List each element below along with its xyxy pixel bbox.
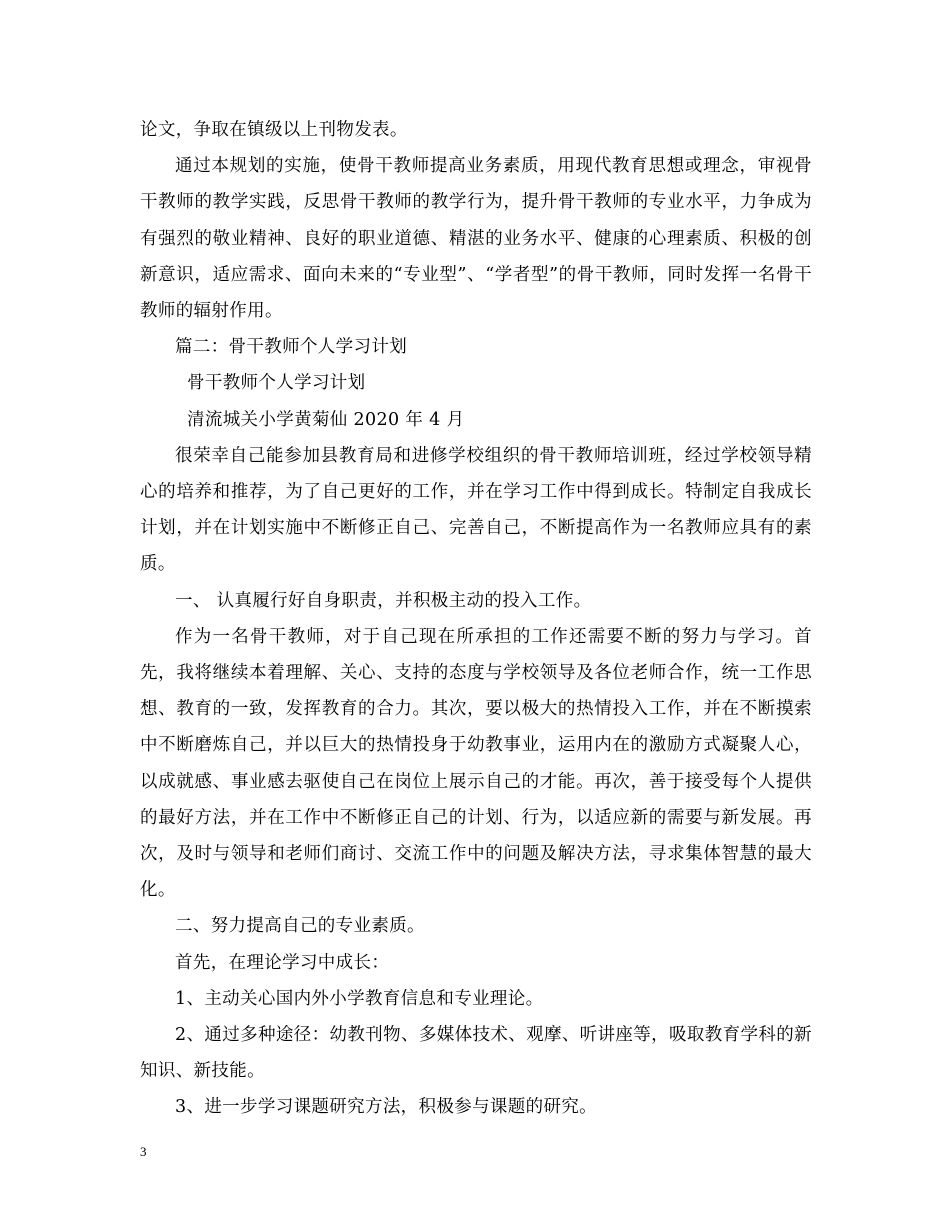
heading-duty: 一、 认真履行好自身职责，并积极主动的投入工作。	[175, 590, 592, 611]
document-title: 骨干教师个人学习计划	[187, 373, 366, 394]
paragraph-continuation: 论文，争取在镇级以上刊物发表。	[140, 120, 408, 140]
author-date-line: 清流城关小学黄菊仙 2020 年 4 月	[187, 409, 465, 430]
paragraph-duty-details: 作为一名骨干教师，对于自己现在所承担的工作还需要不断的努力与学习。首先，我将继续本着理解、关心、支持的态度与学校领导及各位老师合作，统一工作思想、教育的一致，发挥教育的合力。其次，要以极大的热情投入工作，并在不断摸索中不断磨炼自己，并以巨大的热情投身于幼教事业，运用内在的激励方式凝聚人心，以成就感、事业感去驱使自己在岗位上展示自己的才能。再次，善于接受每个人提供的最好方法，并在工作中不断修正自己的计划、行为，以适应新的需要与新发展。再次，及时与领导和老师们商讨、交流工作中的问题及解决方法，寻求集体智慧的最大化。	[140, 626, 812, 901]
subheading-theory-learning: 首先，在理论学习中成长：	[175, 952, 390, 973]
document-body	[140, 112, 812, 1126]
page-number: 3	[140, 1144, 147, 1159]
paragraph-plan-goal: 通过本规划的实施，使骨干教师提高业务素质，用现代教育思想或理念，审视骨干教师的教学实践，反思骨干教师的教学行为，提升骨干教师的专业水平，力争成为有强烈的敬业精神、良好的职业道德、精湛的业务水平、健康的心理素质、积极的创新意识，适应需求、面向未来的“专业型”、“学者型”的骨干教师，同时发挥一名骨干教师的辐射作用。	[140, 156, 812, 322]
list-item-2: 2、通过多种途径：幼教刊物、多媒体技术、观摩、听讲座等，吸取教育学科的新知识、新技能。	[140, 1025, 812, 1082]
section-heading-part-two: 篇二：骨干教师个人学习计划	[175, 337, 408, 358]
paragraph-introduction: 很荣幸自己能参加县教育局和进修学校组织的骨干教师培训班，经过学校领导精心的培养和推荐，为了自己更好的工作，并在学习工作中得到成长。特制定自我成长计划，并在计划实施中不断修正自己、完善自己，不断提高作为一名教师应具有的素质。	[140, 445, 812, 575]
heading-professional-quality: 二、努力提高自己的专业素质。	[175, 916, 425, 937]
list-item-1: 1、主动关心国内外小学教育信息和专业理论。	[175, 988, 544, 1009]
list-item-3: 3、进一步学习课题研究方法，积极参与课题的研究。	[175, 1097, 598, 1118]
